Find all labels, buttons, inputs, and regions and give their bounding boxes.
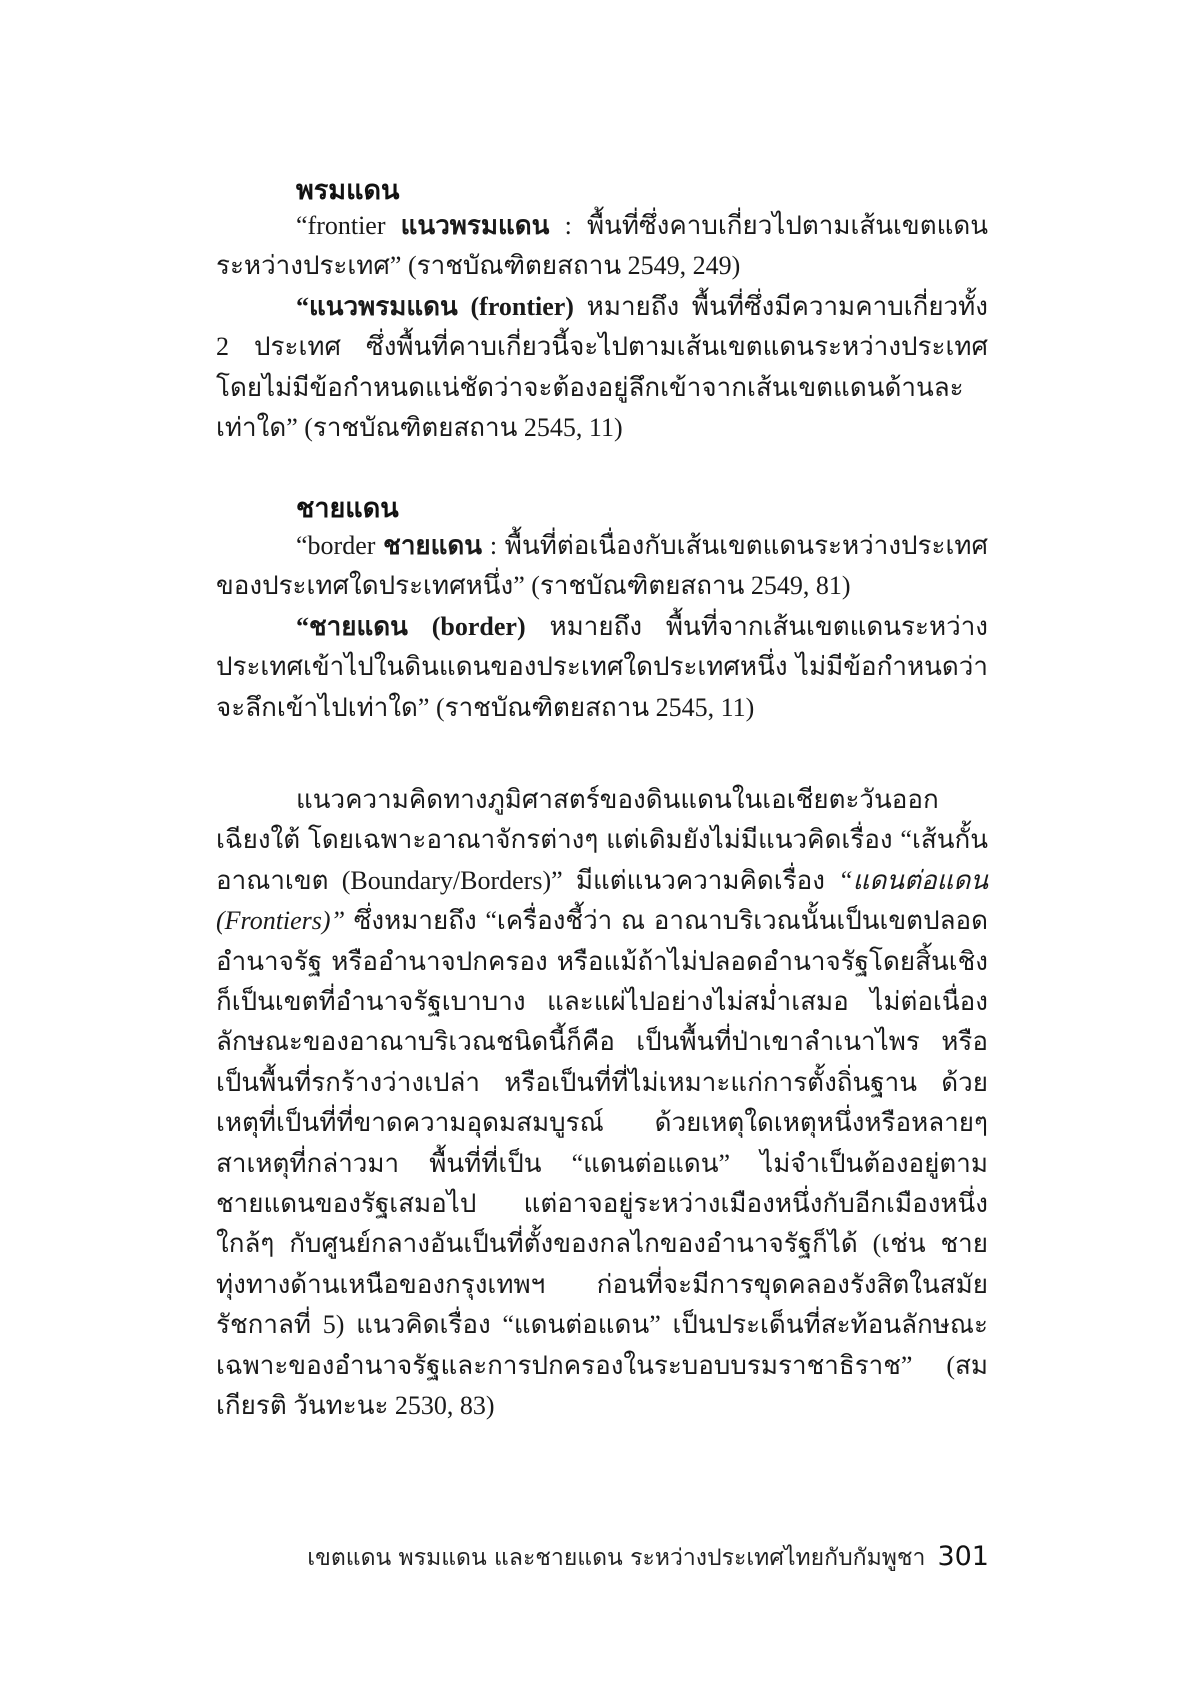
definition-frontier-2545 xyxy=(216,287,988,449)
term-th: ชายแดน xyxy=(383,531,483,560)
term-en: border xyxy=(307,531,384,560)
heading-border: ชายแดน xyxy=(296,493,399,524)
heading-frontier: พรมแดน xyxy=(296,175,400,206)
term-en: frontier xyxy=(307,211,401,240)
body-paragraph xyxy=(216,780,988,1427)
page-footer xyxy=(307,1540,989,1575)
definition-border-2545 xyxy=(216,607,988,728)
body-text-part1: แนวความคิดทางภูมิศาสตร์ของดินแดนในเอเชียตะวันออกเฉียงใต้ โดยเฉพาะอาณาจักรต่างๆ แต่เดิมยังไม่มีแนวคิดเรื่อง “เส้นกั้นอาณาเขต (Boundary/Borders)” มีแต่แนวความคิดเรื่อง xyxy=(216,785,988,895)
definition-text: หมายถึง พื้นที่จากเส้นเขตแดนระหว่างประเทศเข้าไปในดินแดนของประเทศใดประเทศหนึ่ง ไม่มีข้อกำหนดว่าจะลึกเข้าไปเท่าใด” (ราชบัณฑิตยสถาน 2545, 11) xyxy=(216,612,988,722)
term-bold: “ชายแดน (border) xyxy=(296,612,526,641)
open-quote: “ xyxy=(296,531,308,560)
term-bold: “แนวพรมแดน (frontier) xyxy=(296,292,574,321)
definition-frontier-2549 xyxy=(216,206,988,287)
definition-text: หมายถึง พื้นที่ซึ่งมีความคาบเกี่ยวทั้ง 2 ประเทศ ซึ่งพื้นที่คาบเกี่ยวนี้จะไปตามเส้นเขตแดนระหว่างประเทศ โดยไม่มีข้อกำหนดแน่ชัดว่าจะต้องอยู่ลึกเข้าจากเส้นเขตแดนด้านละเท่าใด” (ราชบัณฑิตยสถาน 2545, 11) xyxy=(216,292,988,443)
definition-text: : พื้นที่ซึ่งคาบเกี่ยวไปตามเส้นเขตแดนระหว่างประเทศ” (ราชบัณฑิตยสถาน 2549, 249) xyxy=(216,211,988,281)
definition-text: : พื้นที่ต่อเนื่องกับเส้นเขตแดนระหว่างประเทศของประเทศใดประเทศหนึ่ง” (ราชบัณฑิตยสถาน 2549, 81) xyxy=(216,531,988,601)
page-number: 301 xyxy=(937,1541,989,1572)
running-title: เขตแดน พรมแดน และชายแดน ระหว่างประเทศไทยกับกัมพูชา xyxy=(307,1545,926,1571)
body-text-part2: ซึ่งหมายถึง “เครื่องชี้ว่า ณ อาณาบริเวณนั้นเป็นเขตปลอดอำนาจรัฐ หรืออำนาจปกครอง หรือแม้ถ้าไม่ปลอดอำนาจรัฐโดยสิ้นเชิงก็เป็นเขตที่อำนาจรัฐเบาบาง และแผ่ไปอย่างไม่สม่ำเสมอ ไม่ต่อเนื่อง ลักษณะของอาณาบริเวณชนิดนี้ก็คือ เป็นพื้นที่ป่าเขาลำเนาไพร หรือเป็นพื้นที่รกร้างว่างเปล่า หรือเป็นที่ที่ไม่เหมาะแก่การตั้งถิ่นฐาน ด้วยเหตุที่เป็นที่ที่ขาดความอุดมสมบูรณ์ ด้วยเหตุใดเหตุหนึ่งหรือหลายๆ สาเหตุที่กล่าวมา พื้นที่ที่เป็น “แดนต่อแดน” ไม่จำเป็นต้องอยู่ตามชายแดนของรัฐเสมอไป แต่อาจอยู่ระหว่างเมืองหนึ่งกับอีกเมืองหนึ่งใกล้ๆ กับศูนย์กลางอันเป็นที่ตั้งของกลไกของอำนาจรัฐก็ได้ (เช่น ชายทุ่งทางด้านเหนือของกรุงเทพฯ ก่อนที่จะมีการขุดคลองรังสิตในสมัยรัชกาลที่ 5) แนวคิดเรื่อง “แดนต่อแดน” เป็นประเด็นที่สะท้อนลักษณะเฉพาะของอำนาจรัฐและการปกครองในระบอบบรมราชาธิราช” (สมเกียรติ วันทะนะ 2530, 83) xyxy=(216,906,988,1421)
italic-term: “แดนต่อแดน (Frontiers)” xyxy=(216,865,988,936)
definition-border-2549 xyxy=(216,526,988,607)
open-quote: “ xyxy=(296,211,308,240)
term-th: แนวพรมแดน xyxy=(400,211,550,240)
